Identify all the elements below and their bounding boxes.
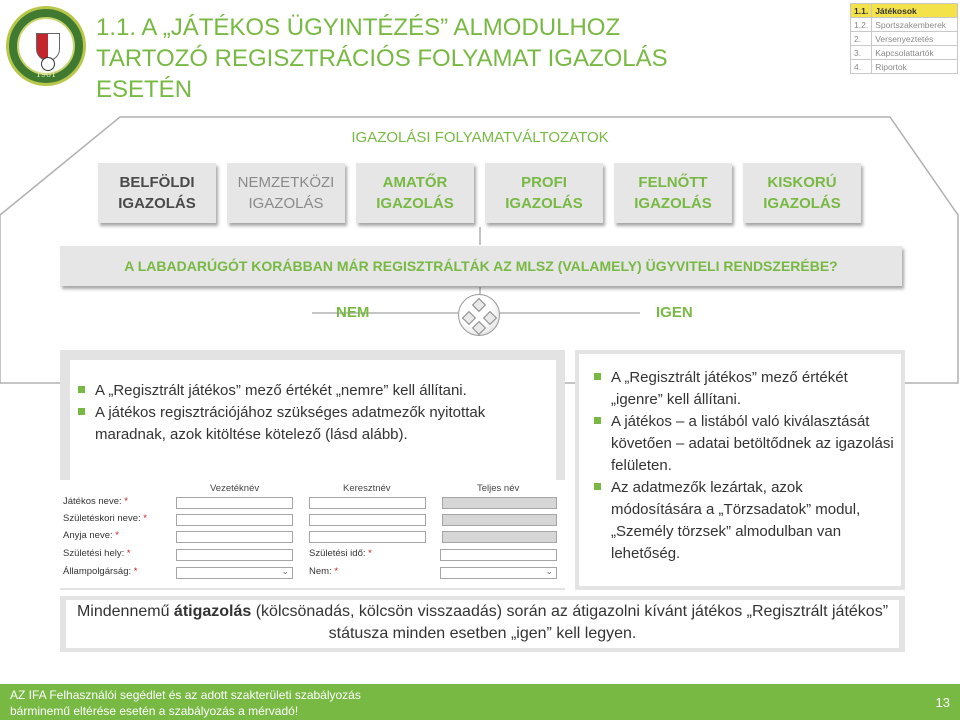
toc-item-label: Riportok (872, 60, 958, 74)
form-input[interactable] (442, 497, 557, 509)
variant-box: NEMZETKÖZI IGAZOLÁS (227, 163, 345, 223)
registration-form-preview (60, 480, 565, 588)
form-field-label: Állampolgárság: * (63, 566, 138, 577)
process-variants-title: IGAZOLÁSI FOLYAMATVÁLTOZATOK (351, 129, 609, 146)
chevron-down-icon: ⌄ (545, 566, 553, 576)
toc-item-label: Játékosok (872, 4, 958, 18)
form-input[interactable] (309, 531, 426, 543)
form-input[interactable] (176, 531, 293, 543)
toc-item-label: Sportszakemberek (872, 18, 958, 32)
birthdate-field[interactable] (440, 549, 557, 561)
form-field-label: Anyja neve: * (63, 530, 119, 541)
form-input[interactable] (176, 497, 293, 509)
toc-item[interactable] (851, 32, 958, 46)
football-icon (41, 57, 55, 71)
transfer-note: Mindennemű átigazolás (kölcsönadás, kölcsön visszaadás) során az átigazolni kívánt játékos „Regisztrált játékos” státusza minden esetben „igen” kell legyen. (66, 600, 899, 648)
section-navigation (850, 3, 958, 74)
form-field-label: Születési hely: * (63, 548, 131, 559)
variant-box: BELFÖLDI IGAZOLÁS (98, 163, 216, 223)
toc-item-number: 3. (851, 46, 872, 60)
answer-yes-label: IGEN (656, 304, 693, 321)
toc-item[interactable] (851, 46, 958, 60)
bullet-item (76, 402, 554, 446)
form-input[interactable] (176, 514, 293, 526)
yes-branch-bullets (592, 367, 897, 565)
variant-box: FELNŐTT IGAZOLÁS (614, 163, 732, 223)
toc-item-number: 4. (851, 60, 872, 74)
no-branch-bullets (76, 380, 554, 446)
chevron-down-icon: ⌄ (281, 566, 289, 576)
variant-box: PROFI IGAZOLÁS (485, 163, 603, 223)
form-sex-label: Nem: * (309, 566, 339, 577)
registration-question: A LABADARÚGÓT KORÁBBAN MÁR REGISZTRÁLTÁK AZ MLSZ (VALAMELY) ÜGYVITELI RENDSZERÉBE? (60, 246, 902, 286)
form-input[interactable] (442, 514, 557, 526)
page-title: 1.1. A „JÁTÉKOS ÜGYINTÉZÉS” ALMODULHOZ TARTOZÓ REGISZTRÁCIÓS FOLYAMAT IGAZOLÁS ESETÉN (96, 14, 668, 103)
form-input[interactable] (309, 497, 426, 509)
sex-select[interactable] (440, 567, 557, 579)
toc-item-label: Versenyeztetés (872, 32, 958, 46)
toc-item-label: Kapcsolattartók (872, 46, 958, 60)
form-header-fullname: Teljes név (477, 483, 520, 494)
form-field-label: Játékos neve: * (63, 496, 128, 507)
form-input[interactable] (309, 514, 426, 526)
toc-item[interactable] (851, 4, 958, 18)
answer-no-label: NEM (336, 304, 370, 321)
bullet-square-icon (594, 483, 601, 490)
logo-inner-circle (17, 17, 75, 75)
bullet-square-icon (78, 386, 85, 393)
bullet-text: Az adatmezők lezártak, azok módosítására a „Törzsadatok” modul, „Személy törzsek” almodulban van lehetőség. (611, 479, 861, 562)
mlsz-logo (6, 6, 86, 86)
bullet-item (592, 367, 897, 411)
bullet-text: A játékos – a listából való kiválasztását követően – adatai betöltődnek az igazolási felületen. (611, 413, 894, 474)
bullet-text: A játékos regisztrációjához szükséges adatmezők nyitottak maradnak, azok kitöltése kötelező (lásd alább). (95, 404, 486, 443)
form-field-label: Születéskori neve: * (63, 513, 147, 524)
variant-box: AMATŐR IGAZOLÁS (356, 163, 474, 223)
toc-item[interactable] (851, 60, 958, 74)
form-header-lastname: Vezetéknév (210, 483, 260, 494)
form-birthdate-label: Születési idő: * (309, 548, 372, 559)
bullet-item (76, 380, 554, 402)
logo-year: 1901 (35, 70, 57, 79)
bullet-item (592, 477, 897, 565)
bullet-text: A „Regisztrált játékos” mező értékét „igenre” kell állítani. (611, 369, 848, 408)
bullet-square-icon (78, 408, 85, 415)
football-icon (458, 294, 500, 336)
toc-item-number: 1.2. (851, 18, 872, 32)
bullet-square-icon (594, 417, 601, 424)
toc-item-number: 1.1. (851, 4, 872, 18)
bullet-square-icon (594, 373, 601, 380)
bullet-item (592, 411, 897, 477)
form-input[interactable] (176, 549, 293, 561)
nationality-select[interactable] (176, 567, 293, 579)
footer-disclaimer: AZ IFA Felhasználói segédlet és az adott szakterületi szabályozás bárminemű eltérése esetén a szabályozás a mérvadó! (10, 688, 361, 718)
toc-item[interactable] (851, 18, 958, 32)
toc-item-number: 2. (851, 32, 872, 46)
bullet-text: A „Regisztrált játékos” mező értékét „nemre” kell állítani. (95, 382, 467, 399)
variant-box: KISKORÚ IGAZOLÁS (743, 163, 861, 223)
footer-bar (0, 684, 960, 720)
form-input[interactable] (442, 531, 557, 543)
page-number: 13 (935, 695, 950, 710)
form-header-firstname: Keresztnév (343, 483, 391, 494)
